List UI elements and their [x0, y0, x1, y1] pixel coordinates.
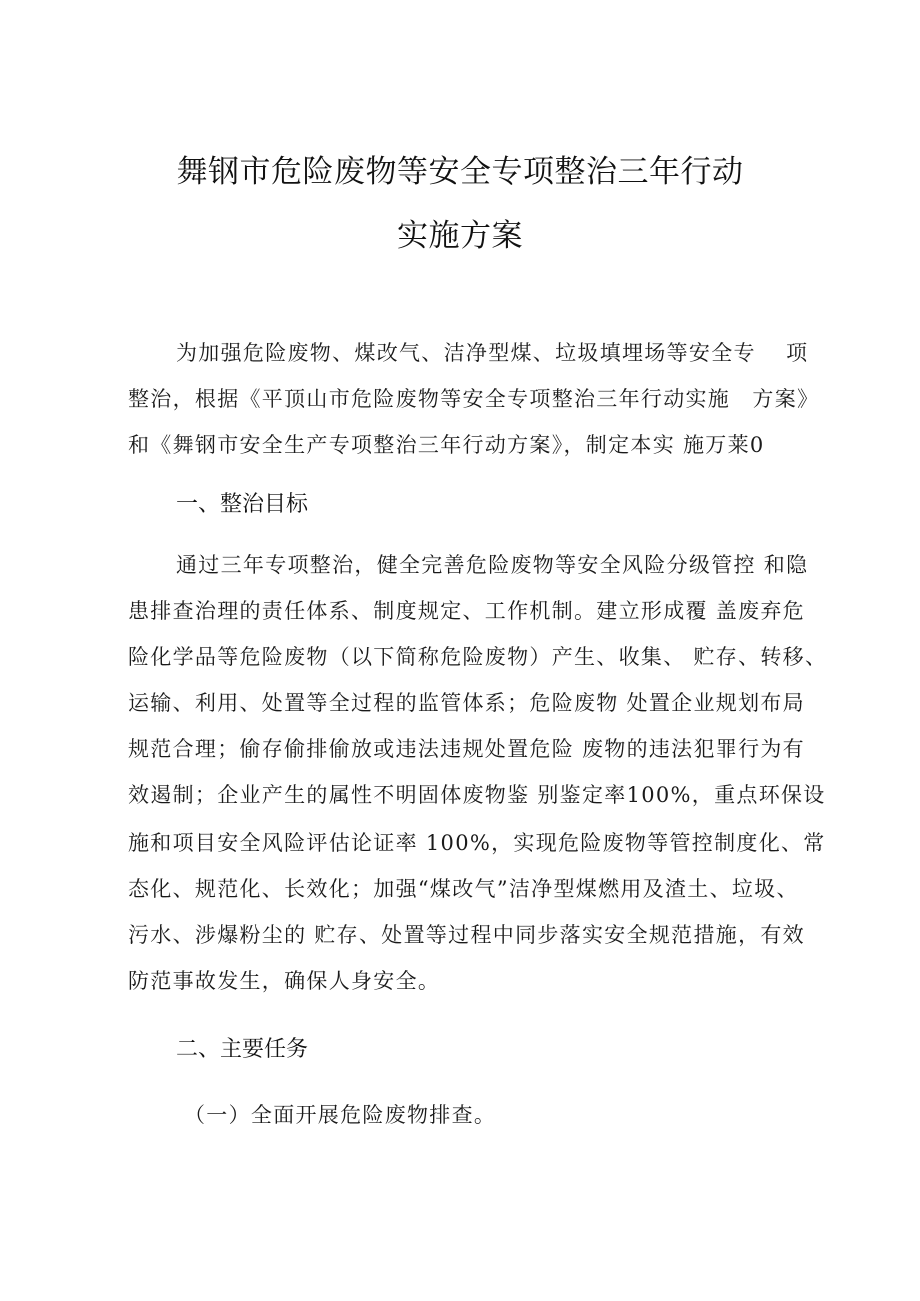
document-title-line-1: 舞钢市危险废物等安全专项整治三年行动 [176, 154, 744, 190]
intro-line-1: 为加强危险废物、煤改气、洁净型煤、垃圾填埋场等安全专 项 [176, 341, 809, 365]
intro-line-2: 整治，根据《平顶山市危险废物等安全专项整治三年行动实施 方案》 [128, 387, 820, 411]
paragraph-line: 规范合理；偷存偷排偷放或违法违规处置危险 废物的违法犯罪行为有 [128, 737, 805, 761]
paragraph-line: 通过三年专项整治，健全完善危险废物等安全风险分级管控 和隐 [176, 553, 809, 577]
paragraph-line: 态化、规范化、长效化；加强“煤改气”洁净型煤燃用及渣土、垃圾、 [128, 877, 799, 901]
paragraph-line: 污水、涉爆粉尘的 贮存、处置等过程中同步落实安全规范措施，有效 [128, 923, 805, 947]
paragraph-line: 运输、利用、处置等全过程的监管体系；危险废物 处置企业规划布局 [128, 691, 805, 715]
paragraph-line: 防范事故发生，确保人身安全。 [128, 969, 441, 993]
document-title-line-2: 实施方案 [397, 218, 523, 254]
paragraph-line: 患排查治理的责任体系、制度规定、工作机制。建立形成覆 盖废弃危 [128, 599, 805, 623]
section-heading-goals: 一、整治目标 [176, 492, 309, 517]
section-heading-tasks: 二、主要任务 [176, 1037, 309, 1062]
subsection-heading: （一）全面开展危险废物排查。 [184, 1103, 497, 1127]
paragraph-line: 效遏制；企业产生的属性不明固体废物鉴 别鉴定率100%，重点环保设 [128, 783, 826, 807]
paragraph-line: 险化学品等危险废物（以下简称危险废物）产生、收集、 贮存、转移、 [128, 645, 828, 669]
intro-line-3: 和《舞钢市安全生产专项整治三年行动方案》，制定本实 施万莱0 [128, 433, 765, 457]
paragraph-line: 施和项目安全风险评估论证率 100%，实现危险废物等管控制度化、常 [128, 831, 826, 855]
